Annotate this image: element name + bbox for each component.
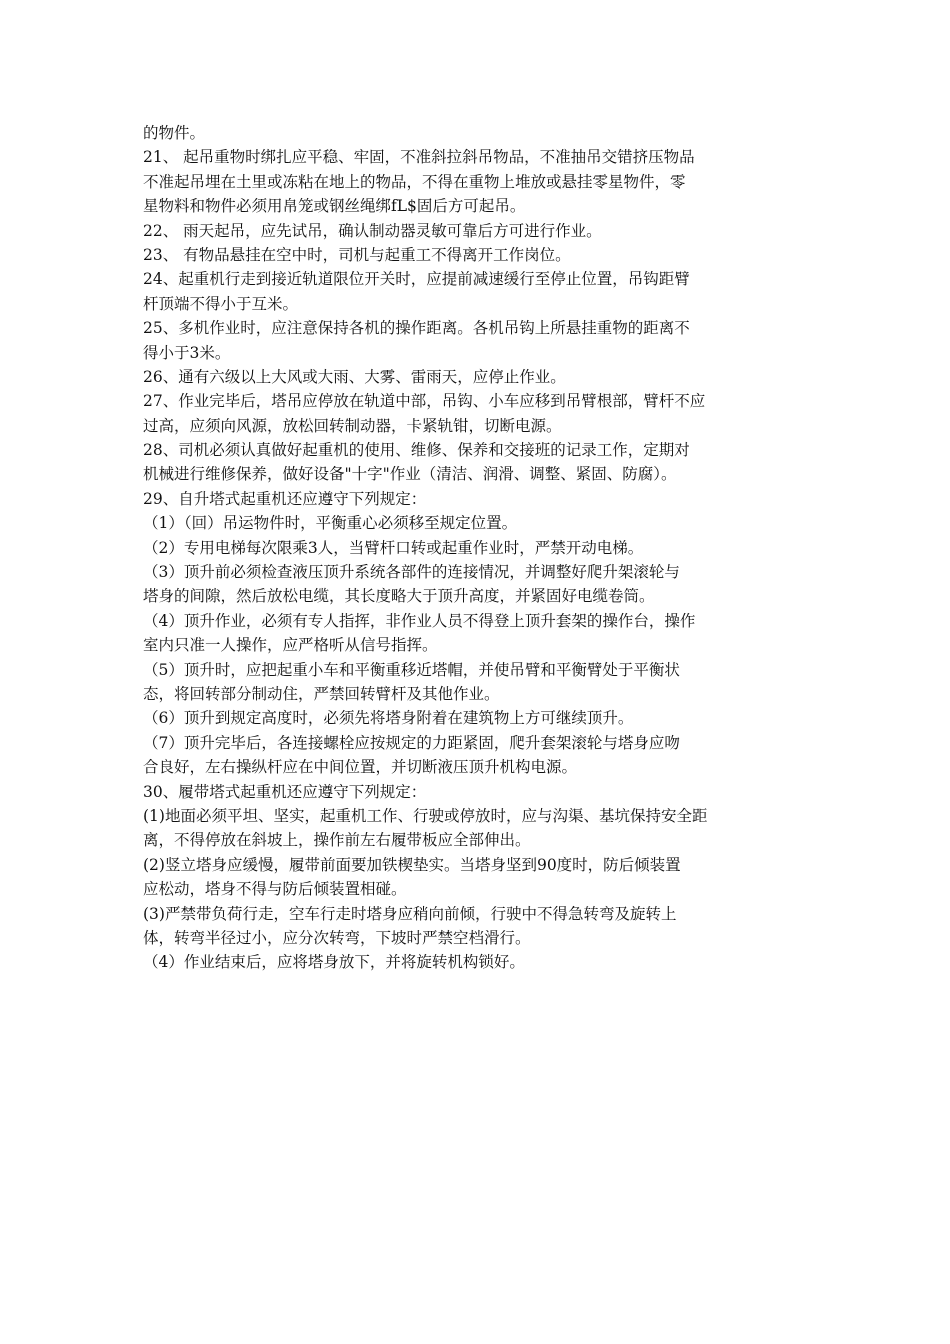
text-line: (1)地面必须平坦、坚实，起重机工作、行驶或停放时，应与沟渠、基坑保持安全距 <box>143 806 708 825</box>
text-line: (2)竖立塔身应缓慢，履带前面要加铁楔垫实。当塔身坚到90度时，防后倾装置 <box>143 855 681 874</box>
text-line: 21、 起吊重物时绑扎应平稳、牢固，不准斜拉斜吊物品，不准抽吊交错挤压物品 <box>143 148 695 167</box>
text-line: （6）顶升到规定高度时，必须先将塔身附着在建筑物上方可继续顶升。 <box>143 709 634 728</box>
document-body <box>143 121 813 975</box>
text-line: 30、履带塔式起重机还应遵守下列规定： <box>143 782 427 801</box>
text-line: 得小于3米。 <box>143 343 231 362</box>
text-line: 态，将回转部分制动住，严禁回转臂杆及其他作业。 <box>143 684 500 703</box>
text-line: 星物料和物件必须用帛笼或钢丝绳绑fL$固后方可起吊。 <box>143 197 526 216</box>
text-line: 25、多机作业时，应注意保持各机的操作距离。各机吊钩上所悬挂重物的距离不 <box>143 319 690 338</box>
text-line: 室内只准一人操作，应严格听从信号指挥。 <box>143 636 438 655</box>
text-line: 体，转弯半径过小，应分次转弯，下坡时严禁空档滑行。 <box>143 928 531 947</box>
text-line: 过高，应须向风源，放松回转制动器，卡紧轨钳，切断电源。 <box>143 416 562 435</box>
text-line: 27、作业完毕后，塔吊应停放在轨道中部，吊钩、小车应移到吊臂根部，臂杆不应 <box>143 392 706 411</box>
text-line: (3)严禁带负荷行走，空车行走时塔身应稍向前倾，行驶中不得急转弯及旋转上 <box>143 904 677 923</box>
text-line: 22、 雨天起吊，应先试吊，确认制动器灵敏可靠后方可进行作业。 <box>143 221 602 240</box>
text-line: 23、 有物品悬挂在空中时，司机与起重工不得离开工作岗位。 <box>143 245 571 264</box>
text-line: （4）作业结束后，应将塔身放下，并将旋转机构锁好。 <box>143 953 525 972</box>
text-line: （7）顶升完毕后，各连接螺栓应按规定的力距紧固，爬升套架滚轮与塔身应吻 <box>143 733 680 752</box>
text-line: 离，不得停放在斜坡上，操作前左右履带板应全部伸出。 <box>143 831 531 850</box>
text-line: （2）专用电梯每次限乘3人，当臂杆口转或起重作业时，严禁开动电梯。 <box>143 538 644 557</box>
text-line: 28、司机必须认真做好起重机的使用、维修、保养和交接班的记录工作，定期对 <box>143 441 690 460</box>
text-line: （1）（回）吊运物件时，平衡重心必须移至规定位置。 <box>143 514 518 533</box>
text-line: 的物件。 <box>143 124 206 142</box>
text-line: 不准起吊埋在土里或冻粘在地上的物品，不得在重物上堆放或悬挂零星物件，零 <box>143 172 686 191</box>
text-line: （4）顶升作业，必须有专人指挥，非作业人员不得登上顶升套架的操作台，操作 <box>143 611 696 630</box>
text-line: 24、起重机行走到接近轨道限位开关时，应提前减速缓行至停止位置，吊钩距臂 <box>143 270 690 289</box>
text-line: 塔身的间隙，然后放松电缆，其长度略大于顶升高度，并紧固好电缆卷筒。 <box>143 587 655 606</box>
text-line: （3）顶升前必须检查液压顶升系统各部件的连接情况，并调整好爬升架滚轮与 <box>143 563 680 582</box>
text-line: （5）顶升时，应把起重小车和平衡重移近塔帽，并使吊臂和平衡臂处于平衡状 <box>143 660 680 679</box>
text-line: 杆顶端不得小于互米。 <box>143 294 299 313</box>
text-line: 合良好，左右操纵杆应在中间位置，并切断液压顶升机构电源。 <box>143 758 578 777</box>
text-line: 机械进行维修保养，做好设备"十字"作业（清洁、润滑、调整、紧固、防腐）。 <box>143 465 677 484</box>
text-line: 应松动，塔身不得与防后倾装置相碰。 <box>143 880 407 899</box>
text-line: 29、自升塔式起重机还应遵守下列规定： <box>143 489 427 508</box>
text-line: 26、通有六级以上大风或大雨、大雾、雷雨天，应停止作业。 <box>143 367 566 386</box>
